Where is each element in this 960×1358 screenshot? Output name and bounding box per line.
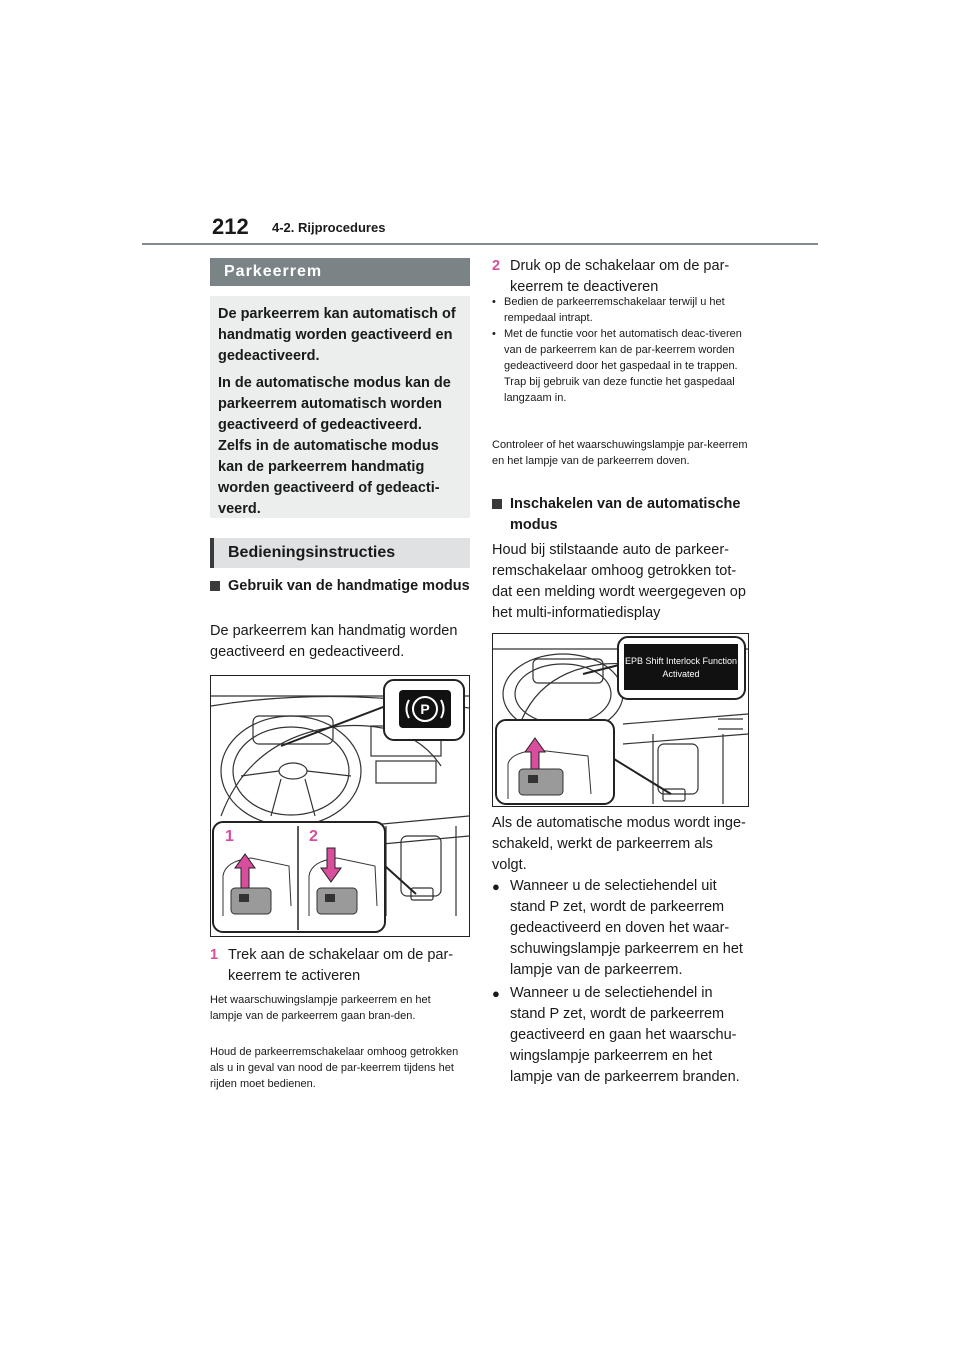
figure-label-1: 1 (225, 828, 234, 845)
bullet-selector-out-of-p-text: Wanneer u de selectiehendel uit stand P zet, wordt de parkeerrem gedeactiveerd en doven het waar-schuwingslampje parkeerrem en het lampje van de parkeerrem. (510, 878, 743, 978)
bullet-selector-out-of-p (492, 876, 750, 981)
dashboard-illustration (211, 676, 469, 936)
display-message-line-2: Activated (662, 669, 700, 679)
zoom-callout (213, 822, 385, 932)
chapter-title: 4-2. Rijprocedures (272, 220, 386, 235)
subhead-auto-mode (492, 494, 750, 536)
subhead-auto-text: Inschakelen van de automatische modus (510, 496, 741, 533)
bullet-icon: ● (492, 879, 500, 894)
page-number: 212 (212, 214, 249, 239)
note-lamps-on: Het waarschuwingslampje parkeerrem en het lampje van de parkeerrem gaan bran-den. (210, 994, 431, 1022)
bullet-icon: • (492, 328, 496, 340)
step-1-text: Trek aan de schakelaar om de par-keerrem te activeren (228, 947, 454, 984)
figure-parking-brake-manual (210, 675, 470, 937)
bullet-icon: • (492, 296, 496, 308)
square-bullet-icon (492, 499, 502, 509)
multi-information-display (624, 644, 738, 690)
step-2-text: Druk op de schakelaar om de par-keerrem te deactiveren (510, 258, 730, 295)
figure-label-2: 2 (309, 828, 318, 845)
section-heading-bedieningsinstructies: Bedieningsinstructies (210, 538, 470, 568)
intro-box (210, 296, 470, 518)
bullet-auto-deactivate-text: Met de functie voor het automatisch deac-tiveren van de parkeerrem kan de par-keerrem worden gedeactiveerd door het gaspedaal in te trappen. Trap bij gebruik van deze functie het gaspedaal langzaam in. (504, 328, 742, 404)
intro-paragraph-2: In de automatische modus kan de parkeerrem automatisch worden geactiveerd of gedeactiveerd. Zelfs in de automatische modus kan de parkeerrem handmatig worden geactiveerd of gedeacti-veerd. (218, 375, 451, 517)
dashboard-display-illustration (493, 634, 748, 806)
check-note: Controleer of het waarschuwingslampje par-keerrem en het lampje van de parkeerrem doven. (492, 439, 748, 467)
bullet-icon: ● (492, 986, 500, 1001)
bullet-auto-deactivate (492, 326, 750, 406)
step-2 (492, 256, 750, 298)
section-heading-parkeerrem: Parkeerrem (210, 258, 470, 286)
figure-auto-mode-activation (492, 633, 749, 807)
bullet-selector-into-p-text: Wanneer u de selectiehendel in stand P zet, wordt de parkeerrem geactiveerd en gaan het waarschu-wingslampje parkeerrem en het lampje van de parkeerrem branden. (510, 985, 740, 1085)
bullet-brake-pedal-text: Bedien de parkeerremschakelaar terwijl u het rempedaal intrapt. (504, 296, 725, 324)
subhead-manual-mode (210, 576, 470, 597)
header-divider (142, 243, 818, 245)
parking-brake-icon (399, 690, 451, 728)
square-bullet-icon (210, 581, 220, 591)
display-message-line-1: EPB Shift Interlock Function (624, 656, 738, 666)
bullet-selector-into-p (492, 983, 750, 1088)
note-emergency: Houd de parkeerremschakelaar omhoog getrokken als u in geval van nood de par-keerrem tijdens het rijden moet bedienen. (210, 1046, 459, 1090)
step-2-number: 2 (492, 258, 501, 274)
manual-mode-text: De parkeerrem kan handmatig worden geactiveerd en gedeactiveerd. (210, 623, 458, 660)
intro-paragraph-1: De parkeerrem kan automatisch of handmatig worden geactiveerd en gedeactiveerd. (218, 306, 456, 364)
bullet-brake-pedal (492, 294, 750, 326)
subhead-manual-text: Gebruik van de handmatige modus (228, 578, 470, 594)
step-1 (210, 945, 472, 987)
svg-text:P: P (420, 701, 430, 717)
auto-mode-text: Houd bij stilstaande auto de parkeer-remschakelaar omhoog getrokken tot-dat een melding wordt weergegeven op het multi-informatiedisplay (492, 542, 746, 621)
step-1-number: 1 (210, 947, 219, 963)
auto-on-text: Als de automatische modus wordt inge-schakeld, werkt de parkeerrem als volgt. (492, 815, 746, 873)
